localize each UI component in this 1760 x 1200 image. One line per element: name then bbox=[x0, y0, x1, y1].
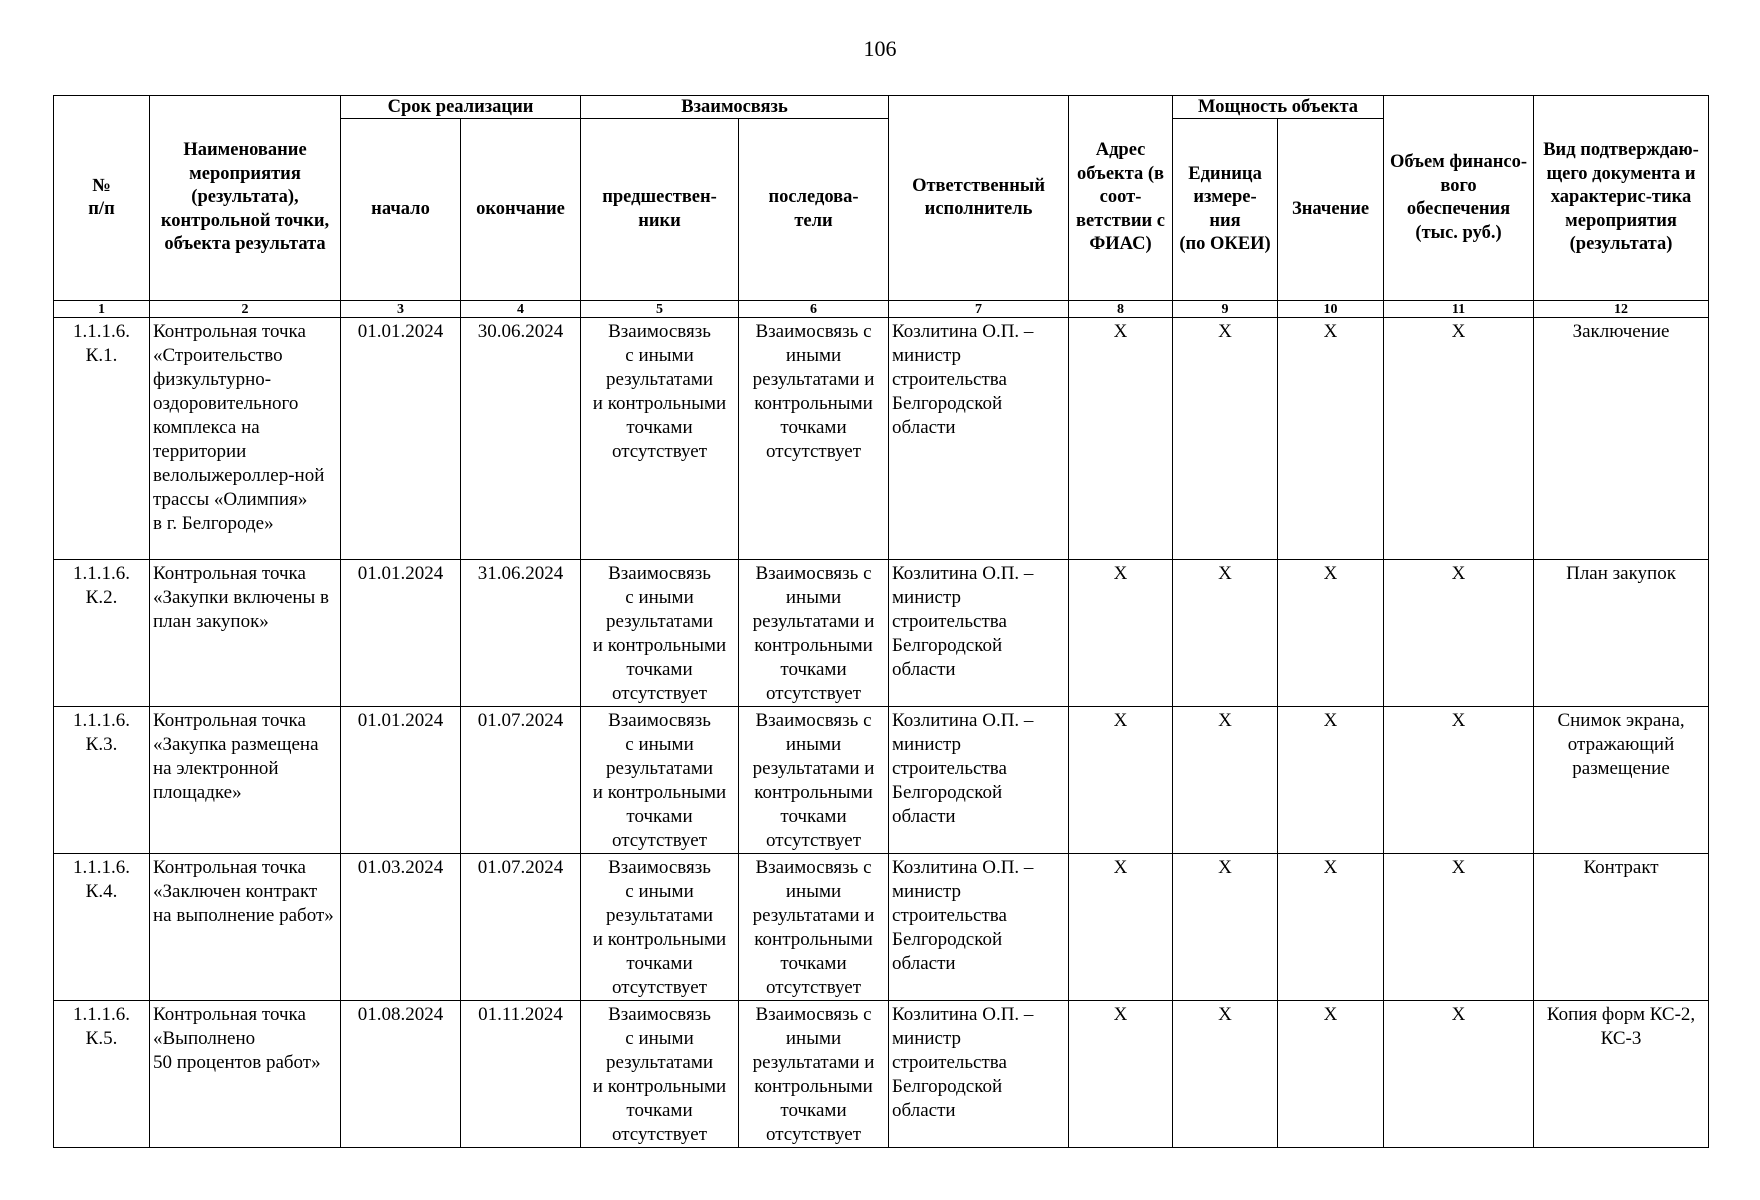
row-successors: Взаимосвязь с иными результатами и контрольными точками отсутствует bbox=[739, 318, 889, 560]
header-end: окончание bbox=[461, 119, 581, 301]
header-address: Адрес объекта (в соот-ветствии с ФИАС) bbox=[1069, 96, 1173, 301]
row-end: 01.07.2024 bbox=[461, 854, 581, 1001]
header-responsible: Ответственный исполнитель bbox=[889, 96, 1069, 301]
row-end: 30.06.2024 bbox=[461, 318, 581, 560]
header-name: Наименование мероприятия (результата), контрольной точки, объекта результата bbox=[150, 96, 341, 301]
row-name: Контрольная точка «Закупка размещена на электронной площадке» bbox=[150, 707, 341, 854]
row-unit: Х bbox=[1173, 707, 1278, 854]
row-number: 1.1.1.6. К.5. bbox=[54, 1001, 150, 1148]
header-group-link: Взаимосвязь bbox=[581, 96, 889, 119]
header-finance: Объем финансо-вого обеспечения (тыс. руб.) bbox=[1384, 96, 1534, 301]
header-value: Значение bbox=[1278, 119, 1384, 301]
header-predecessors: предшествен- ники bbox=[581, 119, 739, 301]
table-row bbox=[54, 854, 1709, 1001]
header-num: № п/п bbox=[54, 96, 150, 301]
row-unit: Х bbox=[1173, 1001, 1278, 1148]
row-address: Х bbox=[1069, 560, 1173, 707]
row-finance: Х bbox=[1384, 560, 1534, 707]
row-document: Контракт bbox=[1534, 854, 1709, 1001]
row-predecessors: Взаимосвязь с иными результатами и контрольными точками отсутствует bbox=[581, 1001, 739, 1148]
row-end: 01.11.2024 bbox=[461, 1001, 581, 1148]
header-document: Вид подтверждаю-щего документа и характерис-тика мероприятия (результата) bbox=[1534, 96, 1709, 301]
row-document: Копия форм КС-2, КС-3 bbox=[1534, 1001, 1709, 1148]
row-value: Х bbox=[1278, 707, 1384, 854]
column-number: 10 bbox=[1278, 301, 1384, 318]
header-group-term: Срок реализации bbox=[341, 96, 581, 119]
row-start: 01.01.2024 bbox=[341, 707, 461, 854]
row-document: Снимок экрана, отражающий размещение bbox=[1534, 707, 1709, 854]
row-address: Х bbox=[1069, 1001, 1173, 1148]
row-successors: Взаимосвязь с иными результатами и контрольными точками отсутствует bbox=[739, 1001, 889, 1148]
row-predecessors: Взаимосвязь с иными результатами и контрольными точками отсутствует bbox=[581, 854, 739, 1001]
row-number: 1.1.1.6. К.1. bbox=[54, 318, 150, 560]
row-successors: Взаимосвязь с иными результатами и контрольными точками отсутствует bbox=[739, 560, 889, 707]
header-unit: Единица измере- ния (по ОКЕИ) bbox=[1173, 119, 1278, 301]
row-end: 01.07.2024 bbox=[461, 707, 581, 854]
column-number: 8 bbox=[1069, 301, 1173, 318]
row-number: 1.1.1.6. К.4. bbox=[54, 854, 150, 1001]
row-value: Х bbox=[1278, 854, 1384, 1001]
row-address: Х bbox=[1069, 854, 1173, 1001]
row-document: Заключение bbox=[1534, 318, 1709, 560]
column-number: 11 bbox=[1384, 301, 1534, 318]
table-row bbox=[54, 1001, 1709, 1148]
row-responsible: Козлитина О.П. – министр строительства Белгородской области bbox=[889, 1001, 1069, 1148]
column-number: 5 bbox=[581, 301, 739, 318]
table-row bbox=[54, 560, 1709, 707]
column-number: 1 bbox=[54, 301, 150, 318]
row-value: Х bbox=[1278, 318, 1384, 560]
column-number: 9 bbox=[1173, 301, 1278, 318]
row-document: План закупок bbox=[1534, 560, 1709, 707]
row-finance: Х bbox=[1384, 707, 1534, 854]
row-successors: Взаимосвязь с иными результатами и контрольными точками отсутствует bbox=[739, 707, 889, 854]
row-end: 31.06.2024 bbox=[461, 560, 581, 707]
column-number: 3 bbox=[341, 301, 461, 318]
row-name: Контрольная точка «Закупки включены в план закупок» bbox=[150, 560, 341, 707]
row-value: Х bbox=[1278, 560, 1384, 707]
header-successors: последова- тели bbox=[739, 119, 889, 301]
row-unit: Х bbox=[1173, 318, 1278, 560]
row-finance: Х bbox=[1384, 1001, 1534, 1148]
row-predecessors: Взаимосвязь с иными результатами и контрольными точками отсутствует bbox=[581, 707, 739, 854]
row-responsible: Козлитина О.П. – министр строительства Белгородской области bbox=[889, 707, 1069, 854]
row-name: Контрольная точка «Строительство физкультурно-оздоровительного комплекса на территории велолыжероллер-ной трассы «Олимпия» в г. Белгороде» bbox=[150, 318, 341, 560]
row-responsible: Козлитина О.П. – министр строительства Белгородской области bbox=[889, 854, 1069, 1001]
table-row bbox=[54, 318, 1709, 560]
row-unit: Х bbox=[1173, 854, 1278, 1001]
column-number: 7 bbox=[889, 301, 1069, 318]
row-name: Контрольная точка «Выполнено 50 процентов работ» bbox=[150, 1001, 341, 1148]
row-start: 01.03.2024 bbox=[341, 854, 461, 1001]
row-successors: Взаимосвязь с иными результатами и контрольными точками отсутствует bbox=[739, 854, 889, 1001]
header-group-power: Мощность объекта bbox=[1173, 96, 1384, 119]
row-start: 01.01.2024 bbox=[341, 560, 461, 707]
row-start: 01.01.2024 bbox=[341, 318, 461, 560]
row-number: 1.1.1.6. К.3. bbox=[54, 707, 150, 854]
row-address: Х bbox=[1069, 318, 1173, 560]
column-number: 4 bbox=[461, 301, 581, 318]
row-predecessors: Взаимосвязь с иными результатами и контрольными точками отсутствует bbox=[581, 560, 739, 707]
row-address: Х bbox=[1069, 707, 1173, 854]
row-unit: Х bbox=[1173, 560, 1278, 707]
row-start: 01.08.2024 bbox=[341, 1001, 461, 1148]
column-number-row bbox=[54, 301, 1709, 318]
row-predecessors: Взаимосвязь с иными результатами и контрольными точками отсутствует bbox=[581, 318, 739, 560]
header-start: начало bbox=[341, 119, 461, 301]
column-number: 12 bbox=[1534, 301, 1709, 318]
row-responsible: Козлитина О.П. – министр строительства Белгородской области bbox=[889, 560, 1069, 707]
row-value: Х bbox=[1278, 1001, 1384, 1148]
results-table bbox=[53, 95, 1709, 1148]
page-number: 106 bbox=[863, 36, 897, 61]
row-responsible: Козлитина О.П. – министр строительства Белгородской области bbox=[889, 318, 1069, 560]
column-number: 6 bbox=[739, 301, 889, 318]
row-finance: Х bbox=[1384, 318, 1534, 560]
column-number: 2 bbox=[150, 301, 341, 318]
row-finance: Х bbox=[1384, 854, 1534, 1001]
row-number: 1.1.1.6. К.2. bbox=[54, 560, 150, 707]
row-name: Контрольная точка «Заключен контракт на выполнение работ» bbox=[150, 854, 341, 1001]
table-row bbox=[54, 707, 1709, 854]
